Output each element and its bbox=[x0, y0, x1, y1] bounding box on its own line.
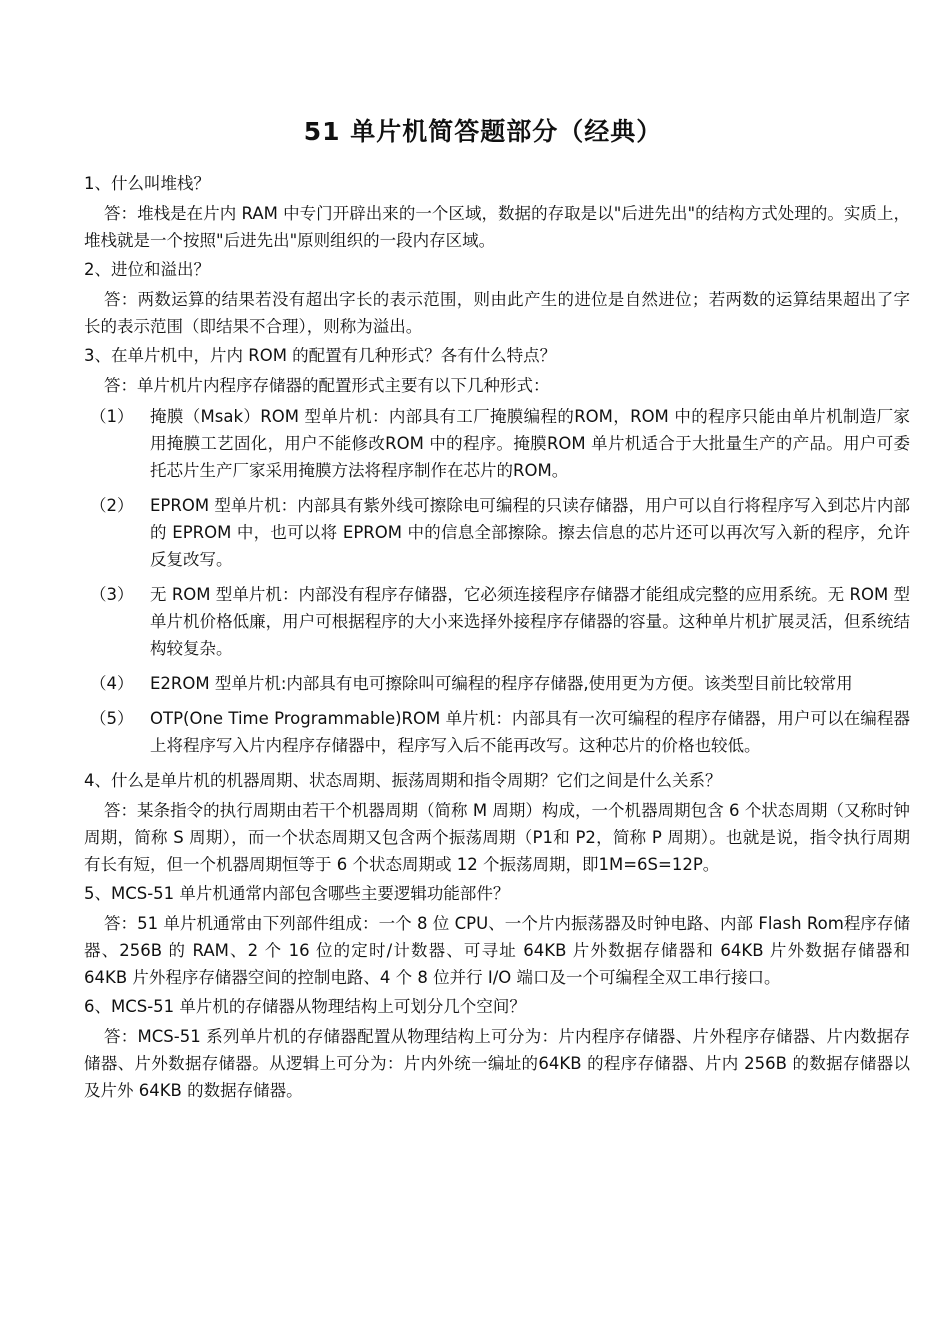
document-body bbox=[84, 170, 910, 1104]
list-item bbox=[84, 670, 910, 697]
list-item-text: OTP(One Time Programmable)ROM 单片机：内部具有一次可编程的程序存储器，用户可以在编程器上将程序写入片内程序存储器中，程序写入后不能再改写。这种芯片的价格也较低。 bbox=[150, 709, 910, 755]
question-2: 2、进位和溢出？ bbox=[84, 260, 210, 279]
question-5: 5、MCS-51 单片机通常内部包含哪些主要逻辑功能部件？ bbox=[84, 884, 510, 903]
list-item bbox=[84, 705, 910, 759]
qa-section-5 bbox=[84, 880, 910, 991]
list-item-text: 无 ROM 型单片机：内部没有程序存储器，它必须连接程序存储器才能组成完整的应用系统。无 ROM 型单片机价格低廉，用户可根据程序的大小来选择外接程序存储器的容量。这种单片机扩展灵活，但系统结构较复杂。 bbox=[150, 585, 910, 658]
qa-section-1 bbox=[84, 170, 910, 254]
question-6: 6、MCS-51 单片机的存储器从物理结构上可划分几个空间？ bbox=[84, 997, 526, 1016]
list-item-number: （2） bbox=[90, 496, 134, 515]
list-item-number: （1） bbox=[90, 407, 134, 426]
qa-section-2 bbox=[84, 256, 910, 340]
question-3: 3、在单片机中，片内 ROM 的配置有几种形式？各有什么特点？ bbox=[84, 346, 557, 365]
answer-3-intro: 答：单片机片内程序存储器的配置形式主要有以下几种形式： bbox=[104, 376, 550, 395]
answer-1: 答：堆栈是在片内 RAM 中专门开辟出来的一个区域，数据的存取是以"后进先出"的结构方式处理的。实质上，堆栈就是一个按照"后进先出"原则组织的一段内存区域。 bbox=[84, 204, 910, 250]
answer-6: 答：MCS-51 系列单片机的存储器配置从物理结构上可分为：片内程序存储器、片外程序存储器、片内数据存储器、片外数据存储器。从逻辑上可分为：片内外统一编址的64KB 的程序存储器、片内 256B 的数据存储器以及片外 64KB 的数据存储器。 bbox=[84, 1027, 910, 1100]
question-4: 4、什么是单片机的机器周期、状态周期、振荡周期和指令周期？它们之间是什么关系？ bbox=[84, 771, 722, 790]
qa-section-6 bbox=[84, 993, 910, 1104]
list-item-text: EPROM 型单片机：内部具有紫外线可擦除电可编程的只读存储器，用户可以自行将程序写入到芯片内部的 EPROM 中，也可以将 EPROM 中的信息全部擦除。擦去信息的芯片还可以再次写入新的程序，允许反复改写。 bbox=[150, 496, 910, 569]
qa-section-4 bbox=[84, 767, 910, 878]
list-item-text: E2ROM 型单片机:内部具有电可擦除叫可编程的程序存储器,使用更为方便。该类型目前比较常用 bbox=[150, 674, 853, 693]
qa-section-3 bbox=[84, 342, 910, 759]
list-item bbox=[84, 403, 910, 484]
list-item bbox=[84, 492, 910, 573]
rom-types-list bbox=[84, 403, 910, 759]
answer-2: 答：两数运算的结果若没有超出字长的表示范围，则由此产生的进位是自然进位；若两数的运算结果超出了字长的表示范围（即结果不合理），则称为溢出。 bbox=[84, 290, 910, 336]
list-item bbox=[84, 581, 910, 662]
list-item-number: （4） bbox=[90, 674, 134, 693]
answer-5: 答：51 单片机通常由下列部件组成：一个 8 位 CPU、一个片内振荡器及时钟电路、内部 Flash Rom程序存储器、256B 的 RAM、2 个 16 位的定时/计数器、可寻址 64KB 片外数据存储器和 64KB 片外数据存储器和 64KB 片外程序存储器空间的控制电路、4 个 8 位并行 I/O 端口及一个可编程全双工串行接口。 bbox=[84, 914, 910, 987]
page-title: 51 单片机简答题部分（经典） bbox=[303, 117, 663, 146]
question-1: 1、什么叫堆栈？ bbox=[84, 174, 210, 193]
list-item-text: 掩膜（Msak）ROM 型单片机：内部具有工厂掩膜编程的ROM，ROM 中的程序只能由单片机制造厂家用掩膜工艺固化，用户不能修改ROM 中的程序。掩膜ROM 单片机适合于大批量生产的产品。用户可委托芯片生产厂家采用掩膜方法将程序制作在芯片的ROM。 bbox=[150, 407, 910, 480]
answer-4: 答：某条指令的执行周期由若干个机器周期（简称 M 周期）构成，一个机器周期包含 6 个状态周期（又称时钟周期，简称 S 周期），而一个状态周期又包含两个振荡周期（P1和 P2，简称 P 周期）。也就是说，指令执行周期有长有短，但一个机器周期恒等于 6 个状态周期或 12 个振荡周期，即1M=6S=12P。 bbox=[84, 801, 910, 874]
list-item-number: （5） bbox=[90, 709, 134, 728]
list-item-number: （3） bbox=[90, 585, 134, 604]
